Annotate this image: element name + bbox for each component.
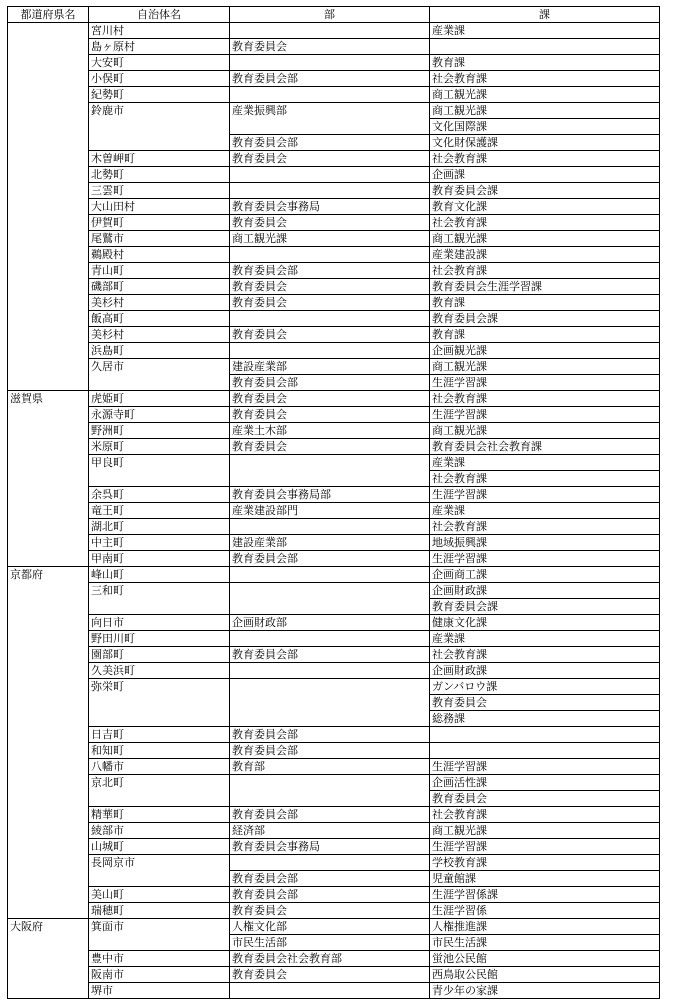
department-cell: [230, 471, 430, 487]
section-cell: [430, 743, 660, 759]
department-cell: [230, 775, 430, 791]
department-cell: [230, 87, 430, 103]
municipality-cell: 鵜殿村: [89, 247, 230, 263]
header-municipality: 自治体名: [89, 7, 230, 23]
department-cell: [230, 247, 430, 263]
municipality-cell: 弥栄町: [89, 679, 230, 727]
department-cell: 建設産業部: [230, 359, 430, 375]
table-row: [8, 455, 660, 471]
section-cell: 教育委員会課: [430, 183, 660, 199]
department-cell: 教育委員会部: [230, 743, 430, 759]
municipality-cell: 三雲町: [89, 183, 230, 199]
municipality-cell: 伊賀町: [89, 215, 230, 231]
department-cell: 教育委員会部: [230, 71, 430, 87]
section-cell: 企画観光課: [430, 343, 660, 359]
municipality-cell: 向日市: [89, 615, 230, 631]
department-cell: [230, 631, 430, 647]
table-row: [8, 151, 660, 167]
department-cell: 産業土木部: [230, 423, 430, 439]
municipality-cell: 紀勢町: [89, 87, 230, 103]
department-cell: [230, 695, 430, 711]
prefecture-cell: 滋賀県: [8, 391, 89, 567]
municipality-cell: 京北町: [89, 775, 230, 807]
section-cell: 人権推進課: [430, 919, 660, 935]
section-cell: 生涯学習係: [430, 903, 660, 919]
section-cell: 社会教育課: [430, 807, 660, 823]
table-row: [8, 167, 660, 183]
municipality-cell: 瑞穂町: [89, 903, 230, 919]
municipality-cell: 八幡市: [89, 759, 230, 775]
section-cell: 生涯学習課: [430, 839, 660, 855]
section-cell: 生涯学習課: [430, 375, 660, 391]
table-row: [8, 23, 660, 39]
section-cell: 社会教育課: [430, 391, 660, 407]
header-department: 部: [230, 7, 430, 23]
section-cell: 市民生活課: [430, 935, 660, 951]
table-row: [8, 615, 660, 631]
table-row: [8, 359, 660, 375]
prefecture-cell: 大阪府: [8, 919, 89, 999]
header-row: [8, 7, 660, 23]
table-row: [8, 407, 660, 423]
table-row: [8, 583, 660, 599]
municipality-cell: 北勢町: [89, 167, 230, 183]
table-row: [8, 311, 660, 327]
municipality-cell: 峰山町: [89, 567, 230, 583]
table-row: [8, 839, 660, 855]
table-row: [8, 775, 660, 791]
table-row: [8, 727, 660, 743]
table-row: [8, 551, 660, 567]
section-cell: 教育委員会生涯学習課: [430, 279, 660, 295]
section-cell: 教育課: [430, 55, 660, 71]
municipality-cell: 飯高町: [89, 311, 230, 327]
department-cell: [230, 343, 430, 359]
section-cell: 生涯学習課: [430, 407, 660, 423]
municipality-cell: 堺市: [89, 983, 230, 999]
section-cell: 地域振興課: [430, 535, 660, 551]
section-cell: 社会教育課: [430, 151, 660, 167]
municipality-cell: 長岡京市: [89, 855, 230, 887]
municipality-cell: 大山田村: [89, 199, 230, 215]
municipality-cell: 竜王町: [89, 503, 230, 519]
table-row: [8, 759, 660, 775]
table-row: [8, 631, 660, 647]
municipality-department-table: [7, 6, 660, 999]
section-cell: 蛍池公民館: [430, 951, 660, 967]
department-cell: [230, 455, 430, 471]
table-row: [8, 215, 660, 231]
department-cell: [230, 167, 430, 183]
section-cell: 教育課: [430, 327, 660, 343]
department-cell: 経済部: [230, 823, 430, 839]
municipality-cell: 中主町: [89, 535, 230, 551]
table-row: [8, 535, 660, 551]
section-cell: 生涯学習課: [430, 487, 660, 503]
section-cell: 産業課: [430, 631, 660, 647]
section-cell: 商工観光課: [430, 359, 660, 375]
department-cell: 教育委員会部: [230, 135, 430, 151]
table-row: [8, 343, 660, 359]
municipality-cell: 久居市: [89, 359, 230, 391]
section-cell: 生涯学習課: [430, 759, 660, 775]
table-row: [8, 39, 660, 55]
section-cell: [430, 727, 660, 743]
section-cell: 社会教育課: [430, 71, 660, 87]
table-row: [8, 983, 660, 999]
municipality-cell: 島ヶ原村: [89, 39, 230, 55]
municipality-cell: 青山町: [89, 263, 230, 279]
table-row: [8, 855, 660, 871]
table-row: [8, 487, 660, 503]
section-cell: 教育委員会課: [430, 599, 660, 615]
table-row: [8, 103, 660, 119]
department-cell: 教育委員会事務局: [230, 199, 430, 215]
municipality-cell: 美山町: [89, 887, 230, 903]
table-row: [8, 663, 660, 679]
municipality-cell: 虎姫町: [89, 391, 230, 407]
prefecture-cell: [8, 23, 89, 391]
department-cell: 教育委員会: [230, 327, 430, 343]
section-cell: 児童館課: [430, 871, 660, 887]
section-cell: 企画財政課: [430, 583, 660, 599]
section-cell: 社会教育課: [430, 519, 660, 535]
section-cell: 健康文化課: [430, 615, 660, 631]
municipality-cell: 園部町: [89, 647, 230, 663]
department-cell: 教育委員会部: [230, 727, 430, 743]
department-cell: [230, 23, 430, 39]
municipality-cell: 甲南町: [89, 551, 230, 567]
table-row: [8, 647, 660, 663]
department-cell: 教育委員会部: [230, 551, 430, 567]
department-cell: 教育委員会: [230, 39, 430, 55]
department-cell: 教育委員会部: [230, 375, 430, 391]
municipality-cell: 米原町: [89, 439, 230, 455]
municipality-cell: 鈴鹿市: [89, 103, 230, 151]
municipality-cell: 永源寺町: [89, 407, 230, 423]
municipality-cell: 宮川村: [89, 23, 230, 39]
department-cell: [230, 567, 430, 583]
section-cell: 企画活性課: [430, 775, 660, 791]
municipality-cell: 精華町: [89, 807, 230, 823]
table-row: [8, 263, 660, 279]
department-cell: 教育委員会: [230, 967, 430, 983]
department-cell: 教育委員会部: [230, 887, 430, 903]
section-cell: 商工観光課: [430, 103, 660, 119]
table-row: [8, 567, 660, 583]
department-cell: 教育委員会: [230, 439, 430, 455]
municipality-cell: 甲良町: [89, 455, 230, 487]
department-cell: [230, 711, 430, 727]
table-row: [8, 503, 660, 519]
municipality-cell: 木曽岬町: [89, 151, 230, 167]
table-body: [8, 23, 660, 999]
municipality-cell: 箕面市: [89, 919, 230, 951]
table-row: [8, 679, 660, 695]
department-cell: [230, 311, 430, 327]
municipality-cell: 阪南市: [89, 967, 230, 983]
section-cell: 教育委員会: [430, 695, 660, 711]
section-cell: [430, 39, 660, 55]
department-cell: 教育委員会: [230, 151, 430, 167]
table-row: [8, 967, 660, 983]
table-row: [8, 519, 660, 535]
table-row: [8, 183, 660, 199]
department-cell: 商工観光課: [230, 231, 430, 247]
municipality-cell: 美杉村: [89, 295, 230, 311]
table-row: [8, 423, 660, 439]
department-cell: 教育委員会部: [230, 807, 430, 823]
municipality-cell: 野洲町: [89, 423, 230, 439]
department-cell: 市民生活部: [230, 935, 430, 951]
department-cell: 教育委員会部: [230, 263, 430, 279]
prefecture-cell: 京都府: [8, 567, 89, 919]
section-cell: 学校教育課: [430, 855, 660, 871]
section-cell: 文化財保護課: [430, 135, 660, 151]
municipality-cell: 小俣町: [89, 71, 230, 87]
table-row: [8, 951, 660, 967]
department-cell: [230, 855, 430, 871]
department-cell: 教育委員会: [230, 295, 430, 311]
section-cell: 社会教育課: [430, 263, 660, 279]
municipality-cell: 美杉村: [89, 327, 230, 343]
section-cell: 社会教育課: [430, 215, 660, 231]
department-cell: 産業振興部: [230, 103, 430, 119]
section-cell: 社会教育課: [430, 471, 660, 487]
section-cell: 商工観光課: [430, 423, 660, 439]
table-row: [8, 919, 660, 935]
department-cell: 教育委員会部: [230, 871, 430, 887]
section-cell: 教育課: [430, 295, 660, 311]
department-cell: 企画財政部: [230, 615, 430, 631]
department-cell: [230, 183, 430, 199]
department-cell: [230, 791, 430, 807]
department-cell: [230, 583, 430, 599]
department-cell: 建設産業部: [230, 535, 430, 551]
department-cell: [230, 599, 430, 615]
section-cell: 商工観光課: [430, 823, 660, 839]
department-cell: 産業建設部門: [230, 503, 430, 519]
table-row: [8, 903, 660, 919]
table-row: [8, 247, 660, 263]
section-cell: ガンバロウ課: [430, 679, 660, 695]
department-cell: 教育委員会: [230, 215, 430, 231]
section-cell: 教育文化課: [430, 199, 660, 215]
department-cell: 教育委員会社会教育部: [230, 951, 430, 967]
table-row: [8, 199, 660, 215]
table-row: [8, 807, 660, 823]
section-cell: 社会教育課: [430, 647, 660, 663]
department-cell: [230, 119, 430, 135]
municipality-cell: 綾部市: [89, 823, 230, 839]
department-cell: 教育委員会: [230, 279, 430, 295]
department-cell: 教育委員会: [230, 903, 430, 919]
department-cell: [230, 679, 430, 695]
section-cell: 教育委員会社会教育課: [430, 439, 660, 455]
section-cell: 総務課: [430, 711, 660, 727]
department-cell: 教育委員会: [230, 391, 430, 407]
department-cell: 教育部: [230, 759, 430, 775]
department-cell: 教育委員会事務局部: [230, 487, 430, 503]
table-row: [8, 823, 660, 839]
municipality-cell: 野田川町: [89, 631, 230, 647]
table-row: [8, 327, 660, 343]
municipality-cell: 三和町: [89, 583, 230, 615]
table-row: [8, 71, 660, 87]
municipality-cell: 浜島町: [89, 343, 230, 359]
municipality-cell: 磯部町: [89, 279, 230, 295]
municipality-cell: 大安町: [89, 55, 230, 71]
department-cell: [230, 983, 430, 999]
section-cell: 産業課: [430, 23, 660, 39]
section-cell: 西鳥取公民館: [430, 967, 660, 983]
municipality-cell: 豊中市: [89, 951, 230, 967]
department-cell: [230, 519, 430, 535]
section-cell: 企画財政課: [430, 663, 660, 679]
department-cell: [230, 663, 430, 679]
section-cell: 企画課: [430, 167, 660, 183]
table-row: [8, 231, 660, 247]
municipality-cell: 尾鷲市: [89, 231, 230, 247]
municipality-cell: 山城町: [89, 839, 230, 855]
department-cell: 教育委員会事務局: [230, 839, 430, 855]
section-cell: 青少年の家課: [430, 983, 660, 999]
municipality-cell: 和知町: [89, 743, 230, 759]
department-cell: [230, 55, 430, 71]
table-row: [8, 887, 660, 903]
municipality-cell: 湖北町: [89, 519, 230, 535]
department-cell: 人権文化部: [230, 919, 430, 935]
table-row: [8, 743, 660, 759]
table-row: [8, 439, 660, 455]
section-cell: 生涯学習係課: [430, 887, 660, 903]
table-row: [8, 87, 660, 103]
department-cell: 教育委員会部: [230, 647, 430, 663]
department-cell: 教育委員会: [230, 407, 430, 423]
table-row: [8, 279, 660, 295]
section-cell: 教育委員会: [430, 791, 660, 807]
section-cell: 文化国際課: [430, 119, 660, 135]
header-prefecture: 都道府県名: [8, 7, 89, 23]
municipality-cell: 久美浜町: [89, 663, 230, 679]
section-cell: 教育委員会課: [430, 311, 660, 327]
section-cell: 商工観光課: [430, 231, 660, 247]
section-cell: 産業課: [430, 455, 660, 471]
section-cell: 生涯学習課: [430, 551, 660, 567]
section-cell: 企画商工課: [430, 567, 660, 583]
municipality-cell: 余呉町: [89, 487, 230, 503]
table-row: [8, 391, 660, 407]
header-section: 課: [430, 7, 660, 23]
section-cell: 産業建設課: [430, 247, 660, 263]
municipality-cell: 日吉町: [89, 727, 230, 743]
table-row: [8, 55, 660, 71]
table-row: [8, 295, 660, 311]
section-cell: 産業課: [430, 503, 660, 519]
section-cell: 商工観光課: [430, 87, 660, 103]
